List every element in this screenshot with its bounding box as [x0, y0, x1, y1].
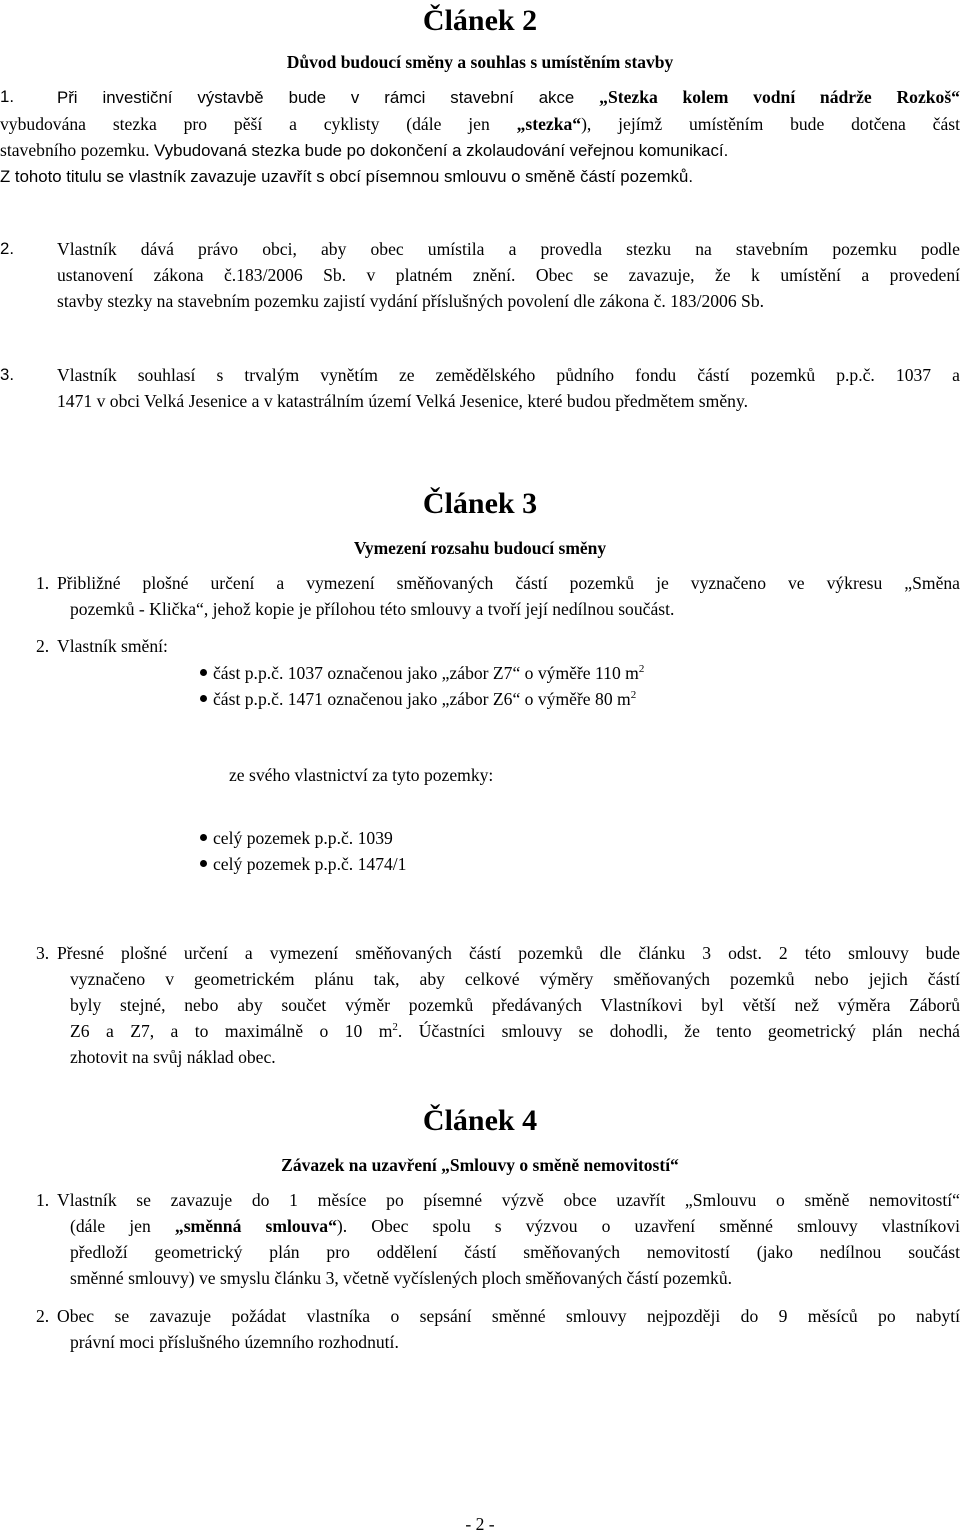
article-4-title: Článek 4: [422, 1104, 538, 1137]
article-2-paragraph-2: 2. Vlastník dává právo obci, aby obec umístila a provedla stezku na stavebním pozemku podle ustanovení zákona č.183/2006 Sb. v platném znění. Obec se zavazuje, že k umístění a provedení stavby stezky na stavebním pozemku zajistí vydání příslušných povolení dle zákona č. 183/2006 Sb.: [0, 236, 960, 314]
article-4-paragraph-1: 1. Vlastník se zavazuje do 1 měsíce po písemné výzvě obce uzavřít „Smlouvu o směně nemovitostí“ (dále jen „směnná smlouva“). Obec spolu s výzvou o uzavření směnné smlouvy vlastníkovi předloží geometrický plán pro oddělení částí směňovaných nemovitostí (jako nedílnou součást směnné smlouvy) ve smyslu článku 3, včetně vyčíslených ploch směňovaných částí pozemků.: [0, 1187, 960, 1291]
paragraph-number: 2.: [0, 239, 14, 258]
paragraph-number: 3.: [36, 943, 50, 963]
list-item: celý pozemek p.p.č. 1039: [200, 826, 393, 850]
paragraph-number: 2.: [36, 636, 50, 656]
article-4-subtitle: Závazek na uzavření „Smlouvy o směně nemovitostí“: [281, 1155, 679, 1175]
paragraph-number: 1.: [0, 87, 14, 106]
bullet-icon: [200, 834, 207, 841]
list-item: celý pozemek p.p.č. 1474/1: [200, 852, 406, 876]
list-item: část p.p.č. 1037 označenou jako „zábor Z7“ o výměře 110 $m^2$: [200, 661, 644, 685]
article-2-paragraph-3: 3. Vlastník souhlasí s trvalým vynětím ze zemědělského půdního fondu částí pozemků p.p.č. 1037 a 1471 v obci Velká Jesenice a v katastrálním území Velká Jesenice, které budou předmětem směny.: [0, 362, 960, 414]
page-number: - 2 -: [465, 1514, 495, 1534]
article-2-title: Článek 2: [422, 4, 538, 37]
paragraph-number: 2.: [36, 1306, 50, 1326]
article-2-subtitle: Důvod budoucí směny a souhlas s umístěním stavby: [286, 52, 674, 72]
paragraph-number: 1.: [36, 1190, 50, 1210]
article-4-paragraph-2: 2. Obec se zavazuje požádat vlastníka o sepsání směnné smlouvy nejpozději do 9 měsíců po nabytí právní moci příslušného územního rozhodnutí.: [0, 1303, 960, 1355]
article-3-paragraph-3: 3. Přesné plošné určení a vymezení směňovaných částí pozemků dle článku 3 odst. 2 této smlouvy bude vyznačeno v geometrickém plánu tak, aby celkové výměry směňovaných pozemků nebo jejich částí byly stejné, nebo aby součet výměr pozemků předávaných Vlastníkovi byl větší než výměra Záborů Z6 a Z7, a to maximálně o 10 $m^2$. Účastníci smlouvy se dohodli, že tento geometrický plán nechá zhotovit na svůj náklad obec.: [0, 940, 960, 1070]
paragraph-label: Vlastník smění:: [57, 636, 168, 656]
article-3-subtitle: Vymezení rozsahu budoucí směny: [353, 538, 607, 558]
bullet-icon: [200, 669, 207, 676]
list-item: část p.p.č. 1471 označenou jako „zábor Z6“ o výměře 80 $m^2$: [200, 687, 636, 711]
paragraph-number: 3.: [0, 365, 14, 384]
bullet-icon: [200, 860, 207, 867]
article-3-title: Článek 3: [422, 487, 538, 520]
article-2-paragraph-1: 1. Při investiční výstavbě bude v rámci stavební akce „Stezka kolem vodní nádrže Rozkoš“ vybudována stezka pro pěší a cyklisty (dále jen „stezka“), jejímž umístěním bude dotčena část stavebního pozemku. Vybudovaná stezka bude po dokončení a zkolaudování veřejnou komunikací. Z tohoto titulu se vlastník zavazuje uzavřít s obcí písemnou smlouvu o směně částí pozemků.: [0, 84, 960, 190]
bullet-icon: [200, 695, 207, 702]
exchange-from-label: ze svého vlastnictví za tyto pozemky:: [229, 765, 494, 785]
paragraph-number: 1.: [36, 573, 50, 593]
article-3-paragraph-1: 1. Přibližné plošné určení a vymezení směňovaných částí pozemků je vyznačeno ve výkresu „Směna pozemků - Klička“, jehož kopie je přílohou této smlouvy a tvoří její nedílnou součást.: [0, 570, 960, 622]
